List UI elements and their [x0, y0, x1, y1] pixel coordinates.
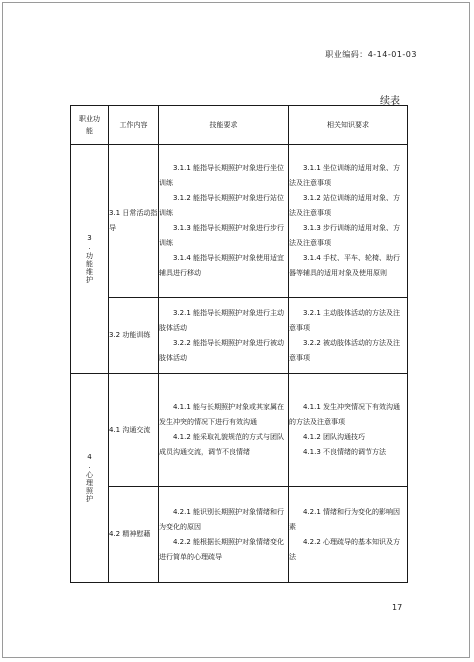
work-cell: 4.2 精神慰藉	[109, 487, 159, 583]
work-cell: 3.1 日常活动指导	[109, 145, 159, 298]
table-row	[71, 298, 408, 374]
skills-cell: 4.2.1 能识别长期照护对象情绪和行为变化的原因 4.2.2 能根据长期照护对象情绪变化进行简单的心理疏导	[159, 487, 289, 583]
knowledge-cell: 3.2.1 主动肢体活动的方法及注意事项 3.2.2 被动肢体活动的方法及注意事项	[289, 298, 408, 374]
knowledge-cell: 4.2.1 情绪和行为变化的影响因素 4.2.2 心理疏导的基本知识及方法	[289, 487, 408, 583]
header-knowledge: 相关知识要求	[289, 106, 408, 145]
header-skills: 技能要求	[159, 106, 289, 145]
skills-cell: 4.1.1 能与长期照护对象或其家属在发生冲突的情况下进行有效沟通 4.1.2 能采取礼貌规范的方式与团队成员沟通交流，调节不良情绪	[159, 374, 289, 487]
function-cell: 3.功能维护	[71, 145, 109, 374]
header-function: 职业功能	[71, 106, 109, 145]
table-row	[71, 487, 408, 583]
skills-cell: 3.2.1 能指导长期照护对象进行主动肢体活动 3.2.2 能指导长期照护对象进行被动肢体活动	[159, 298, 289, 374]
work-cell: 3.2 功能训练	[109, 298, 159, 374]
knowledge-cell: 3.1.1 坐位训练的适用对象、方法及注意事项 3.1.2 站位训练的适用对象、方法及注意事项 3.1.3 步行训练的适用对象、方法及注意事项 3.1.4 手杖、平车、轮椅、助行器等辅具的适用对象及使用原则	[289, 145, 408, 298]
knowledge-cell: 4.1.1 发生冲突情况下有效沟通的方法及注意事项 4.1.2 团队沟通技巧 4.1.3 不良情绪的调节方法	[289, 374, 408, 487]
continued-label: 续表	[380, 96, 400, 107]
table-header-row	[71, 106, 408, 145]
table-row	[71, 374, 408, 487]
work-cell: 4.1 沟通交流	[109, 374, 159, 487]
occupation-code: 职业编码：4-14-01-03	[325, 50, 417, 59]
function-cell: 4.心理照护	[71, 374, 109, 583]
skills-table	[70, 105, 408, 583]
header-work: 工作内容	[109, 106, 159, 145]
skills-cell: 3.1.1 能指导长期照护对象进行坐位训练 3.1.2 能指导长期照护对象进行站位训练 3.1.3 能指导长期照护对象进行步行训练 3.1.4 能指导长期照护对象使用适宜辅具进行移动	[159, 145, 289, 298]
page-number: 17	[392, 603, 403, 612]
table-row	[71, 145, 408, 298]
